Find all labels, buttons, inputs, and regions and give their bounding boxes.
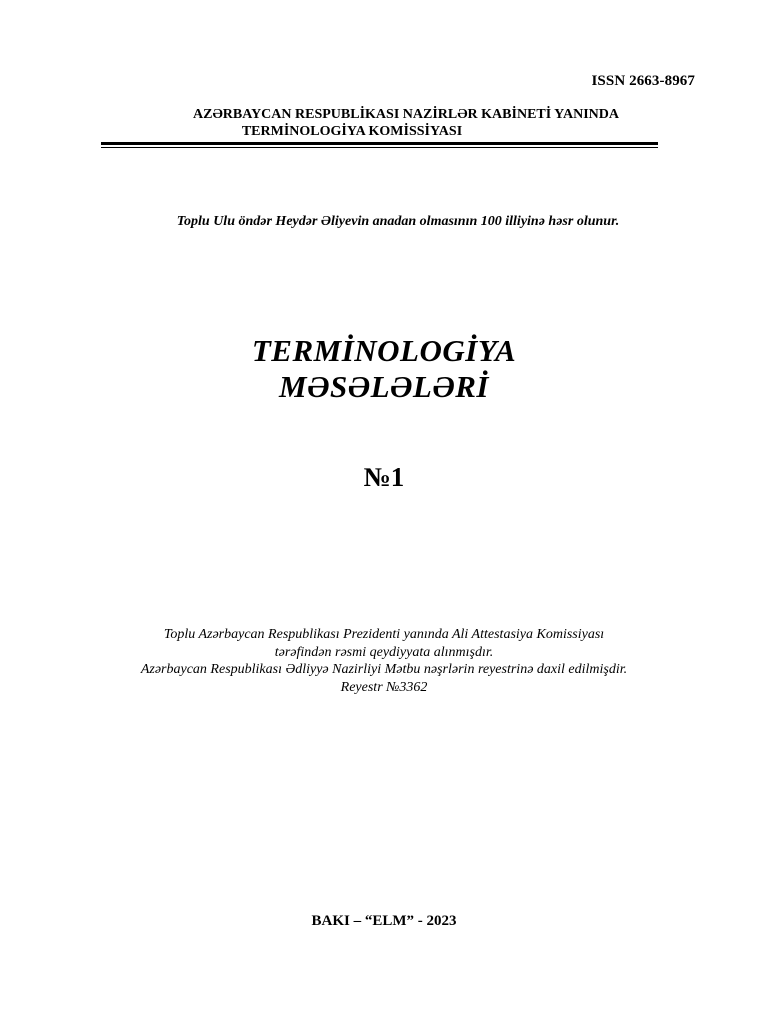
header-divider-thick [101, 142, 658, 145]
dedication-text: Toplu Ulu öndər Heydər Əliyevin anadan olmasının 100 illiyinə həsr olunur. [176, 214, 620, 229]
issue-number: №1 [363, 462, 405, 492]
institution-line-2: TERMİNOLOGİYA KOMİSSİYASI [241, 124, 463, 139]
journal-title-line-1: TERMİNOLOGİYA [251, 333, 517, 368]
publisher-imprint: BAKI – “ELM” - 2023 [311, 913, 457, 929]
registration-line-1: Toplu Azərbaycan Respublikası Prezidenti yanında Ali Attestasiya Komissiyası [163, 627, 605, 642]
institution-line-1: AZƏRBAYCAN RESPUBLİKASI NAZİRLƏR KABİNETİ YANINDA [193, 107, 619, 122]
registration-line-4: Reyestr №3362 [340, 679, 428, 695]
issn-label: ISSN 2663-8967 [591, 73, 695, 89]
journal-title-line-2: MƏSƏLƏLƏRİ [279, 369, 489, 404]
institution-heading [0, 106, 768, 140]
registration-notice [0, 626, 768, 696]
registration-line-2: tərəfindən rəsmi qeydiyyata alınmışdır. [274, 644, 494, 660]
registration-line-3: Azərbaycan Respublikası Ədliyyə Nazirliyi Mətbu nəşrlərin reyestrinə daxil edilmişdir. [140, 662, 628, 677]
journal-title [0, 333, 768, 405]
header-divider-thin [101, 147, 658, 148]
